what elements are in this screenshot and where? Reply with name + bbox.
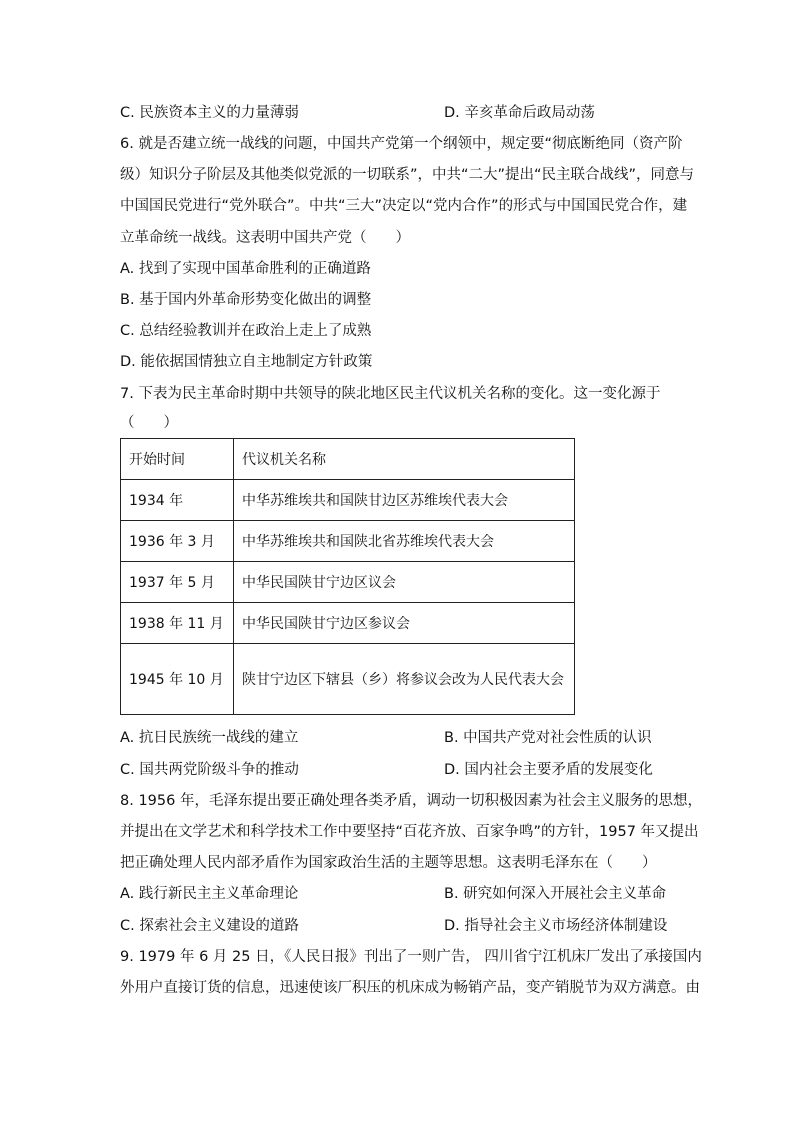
table-cell-name: 中华民国陕甘宁边区议会 <box>234 562 575 603</box>
q8-stem-line: 并提出在文学艺术和科学技术工作中要坚持“百花齐放、百家争鸣”的方针，1957 年又提出 <box>120 824 699 840</box>
q8-stem-line: 8. 1956 年，毛泽东提出要正确处理各类矛盾，调动一切积极因素为社会主义服务的思想， <box>120 793 702 809</box>
table-row <box>121 562 575 603</box>
q9-stem-line: 外用户直接订货的信息，迅速使该厂积压的机床成为畅销产品，变产销脱节为双方满意。由 <box>120 980 700 996</box>
table-cell-name: 中华苏维埃共和国陕北省苏维埃代表大会 <box>234 521 575 562</box>
table-cell-name: 中华民国陕甘宁边区参议会 <box>234 603 575 644</box>
q6-stem-line: 6. 就是否建立统一战线的问题，中国共产党第一个纲领中，规定要“彻底断绝同（资产阶 <box>120 136 683 152</box>
q9-stem-line: 9. 1979 年 6 月 25 日，《人民日报》刊出了一则广告， 四川省宁江机床厂发出了承接国内 <box>120 949 702 965</box>
q6-stem-line: 级）知识分子阶层及其他类似党派的一切联系”，中共“二大”提出“民主联合战线”，同意与 <box>120 167 695 183</box>
table-row <box>121 603 575 644</box>
table-cell-name: 中华苏维埃共和国陕甘边区苏维埃代表大会 <box>234 480 575 521</box>
table-cell-date: 1945 年 10 月 <box>121 644 234 715</box>
q8-option-c: C. 探索社会主义建设的道路 <box>120 918 299 934</box>
table-row <box>121 644 575 715</box>
q5-option-c: C. 民族资本主义的力量薄弱 <box>120 105 299 121</box>
table-cell-date: 1937 年 5 月 <box>121 562 234 603</box>
q6-option-c: C. 总结经验教训并在政治上走上了成熟 <box>120 323 372 339</box>
q7-option-c: C. 国共两党阶级斗争的推动 <box>120 762 299 778</box>
q5-option-d: D. 辛亥革命后政局动荡 <box>444 105 595 121</box>
q7-stem-line: （ ） <box>120 415 178 431</box>
table-cell-date: 1936 年 3 月 <box>121 521 234 562</box>
table-header-cell: 代议机关名称 <box>234 439 575 480</box>
q7-table <box>120 438 575 715</box>
q7-option-b: B. 中国共产党对社会性质的认识 <box>444 730 652 746</box>
q7-stem-line: 7. 下表为民主革命时期中共领导的陕北地区民主代议机关名称的变化。这一变化源于 <box>120 386 661 402</box>
q6-option-a: A. 找到了实现中国革命胜利的正确道路 <box>120 261 371 277</box>
table-cell-date: 1934 年 <box>121 480 234 521</box>
q7-option-d: D. 国内社会主要矛盾的发展变化 <box>444 762 653 778</box>
table-header-row <box>121 439 575 480</box>
q8-option-a: A. 践行新民主主义革命理论 <box>120 886 299 902</box>
table-cell-name: 陕甘宁边区下辖县（乡）将参议会改为人民代表大会 <box>234 644 575 715</box>
table-cell-date: 1938 年 11 月 <box>121 603 234 644</box>
q8-option-b: B. 研究如何深入开展社会主义革命 <box>444 886 667 902</box>
q6-option-b: B. 基于国内外革命形势变化做出的调整 <box>120 292 372 308</box>
q6-stem-line: 中国国民党进行“党外联合”。中共“三大”决定以“党内合作”的形式与中国国民党合作，建 <box>120 198 688 214</box>
table-row <box>121 480 575 521</box>
q7-option-a: A. 抗日民族统一战线的建立 <box>120 730 299 746</box>
q8-option-d: D. 指导社会主义市场经济体制建设 <box>444 918 668 934</box>
q6-stem-line: 立革命统一战线。这表明中国共产党（ ） <box>120 230 410 246</box>
q8-stem-line: 把正确处理人民内部矛盾作为国家政治生活的主题等思想。这表明毛泽东在（ ） <box>120 855 657 871</box>
table-header-cell: 开始时间 <box>121 439 234 480</box>
q6-option-d: D. 能依据国情独立自主地制定方针政策 <box>120 354 373 370</box>
table-row <box>121 521 575 562</box>
